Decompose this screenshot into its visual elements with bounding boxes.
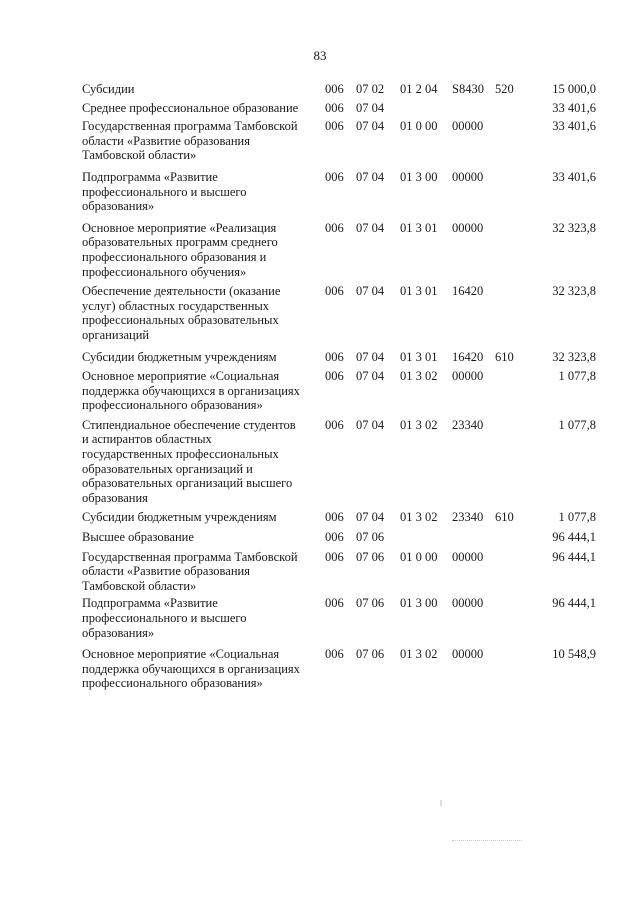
- row-name: Подпрограмма «Развитие профессионального и высшего образования»: [82, 169, 247, 214]
- row-direction-code: 16420: [452, 349, 484, 364]
- row-ministry-code: 006: [325, 549, 344, 564]
- row-section-code: 07 06: [356, 596, 385, 611]
- row-section-code: 07 02: [356, 82, 385, 96]
- row-section-code: 07 06: [356, 549, 385, 564]
- row-sum: 10 548,9: [552, 647, 596, 662]
- table-row: [82, 119, 602, 163]
- row-section-code: 07 04: [356, 284, 385, 299]
- row-name: Среднее профессиональное образование: [82, 100, 299, 115]
- row-ministry-code: 006: [325, 417, 344, 432]
- row-sum: 32 323,8: [552, 284, 596, 299]
- table-row: [82, 284, 602, 342]
- row-program-code: 01 2 04: [400, 82, 438, 96]
- row-expense-type-code: 610: [495, 510, 514, 525]
- row-section-code: 07 04: [356, 169, 385, 184]
- page-number: 83: [313, 48, 327, 63]
- row-direction-code: S8430: [452, 82, 484, 96]
- row-sum: 96 444,1: [552, 596, 596, 611]
- row-ministry-code: 006: [325, 530, 344, 545]
- row-direction-code: 00000: [452, 596, 484, 611]
- row-program-code: 01 3 02: [400, 417, 438, 432]
- row-ministry-code: 006: [325, 369, 344, 384]
- row-name: Государственная программа Тамбовской области «Развитие образования Тамбовской области»: [82, 119, 298, 163]
- row-name: Стипендиальное обеспечение студентов и аспирантов областных государственных профессиональных образовательных организаций и образовательных организаций высшего образования: [82, 417, 296, 505]
- table-row: [82, 510, 602, 525]
- row-program-code: 01 3 00: [400, 169, 438, 184]
- row-direction-code: 00000: [452, 549, 484, 564]
- row-sum: 33 401,6: [552, 169, 596, 184]
- row-name: Высшее образование: [82, 530, 194, 545]
- table-row: [82, 550, 602, 594]
- row-ministry-code: 006: [325, 100, 344, 115]
- row-direction-code: 00000: [452, 119, 484, 134]
- row-program-code: 01 3 01: [400, 349, 438, 364]
- row-sum: 32 323,8: [552, 349, 596, 364]
- row-expense-type-code: 610: [495, 349, 514, 364]
- row-sum: 1 077,8: [558, 417, 596, 432]
- table-row: [82, 418, 602, 506]
- row-program-code: 01 3 02: [400, 369, 438, 384]
- row-section-code: 07 04: [356, 417, 385, 432]
- row-name: Основное мероприятие «Социальная поддержка обучающихся в организациях профессионального образования»: [82, 647, 300, 691]
- row-name: Подпрограмма «Развитие профессионального и высшего образования»: [82, 596, 247, 640]
- row-name: Обеспечение деятельности (оказание услуг) областных государственных профессиональных образовательных организаций: [82, 284, 281, 342]
- row-name: Субсидии: [82, 82, 135, 96]
- row-program-code: 01 3 00: [400, 596, 438, 611]
- table-row: [82, 647, 602, 691]
- table-row: [82, 101, 602, 116]
- row-ministry-code: 006: [325, 284, 344, 299]
- row-section-code: 07 04: [356, 100, 385, 115]
- table-row: [82, 170, 602, 214]
- row-program-code: 01 0 00: [400, 119, 438, 134]
- row-section-code: 07 04: [356, 510, 385, 525]
- row-program-code: 01 3 01: [400, 284, 438, 299]
- row-expense-type-code: 520: [495, 82, 514, 96]
- row-section-code: 07 06: [356, 647, 385, 662]
- table-row: [82, 82, 602, 97]
- table-row: [82, 350, 602, 365]
- row-ministry-code: 006: [325, 647, 344, 662]
- row-direction-code: 00000: [452, 220, 484, 235]
- row-sum: 32 323,8: [552, 220, 596, 235]
- row-direction-code: 23340: [452, 510, 484, 525]
- row-ministry-code: 006: [325, 596, 344, 611]
- row-section-code: 07 04: [356, 220, 385, 235]
- row-section-code: 07 04: [356, 369, 385, 384]
- row-name: Основное мероприятие «Социальная поддержка обучающихся в организациях профессионального образования»: [82, 369, 300, 413]
- row-name: Субсидии бюджетным учреждениям: [82, 510, 277, 525]
- row-section-code: 07 04: [356, 349, 385, 364]
- row-sum: 15 000,0: [552, 82, 596, 96]
- row-program-code: 01 3 01: [400, 220, 438, 235]
- row-direction-code: 00000: [452, 647, 484, 662]
- row-name: Основное мероприятие «Реализация образовательных программ среднего профессионального образования и профессионального обучения»: [82, 220, 278, 279]
- scan-artifact: [440, 800, 442, 806]
- row-name: Государственная программа Тамбовской области «Развитие образования Тамбовской области»: [82, 549, 298, 593]
- table-row: [82, 530, 602, 545]
- scan-artifact: [452, 840, 522, 845]
- table-row: [82, 369, 602, 413]
- row-ministry-code: 006: [325, 82, 344, 96]
- budget-table: [82, 82, 602, 698]
- row-ministry-code: 006: [325, 220, 344, 235]
- table-row: [82, 596, 602, 640]
- row-sum: 1 077,8: [558, 510, 596, 525]
- row-direction-code: 00000: [452, 169, 484, 184]
- row-section-code: 07 06: [356, 530, 385, 545]
- row-ministry-code: 006: [325, 510, 344, 525]
- row-section-code: 07 04: [356, 119, 385, 134]
- row-ministry-code: 006: [325, 119, 344, 134]
- row-sum: 1 077,8: [558, 369, 596, 384]
- row-program-code: 01 3 02: [400, 647, 438, 662]
- row-direction-code: 16420: [452, 284, 484, 299]
- row-sum: 33 401,6: [552, 119, 596, 134]
- row-direction-code: 23340: [452, 417, 484, 432]
- row-program-code: 01 0 00: [400, 549, 438, 564]
- row-name: Субсидии бюджетным учреждениям: [82, 349, 277, 364]
- row-sum: 33 401,6: [552, 100, 596, 115]
- row-program-code: 01 3 02: [400, 510, 438, 525]
- row-sum: 96 444,1: [552, 549, 596, 564]
- row-sum: 96 444,1: [552, 530, 596, 545]
- row-ministry-code: 006: [325, 169, 344, 184]
- table-row: [82, 221, 602, 279]
- row-direction-code: 00000: [452, 369, 484, 384]
- row-ministry-code: 006: [325, 349, 344, 364]
